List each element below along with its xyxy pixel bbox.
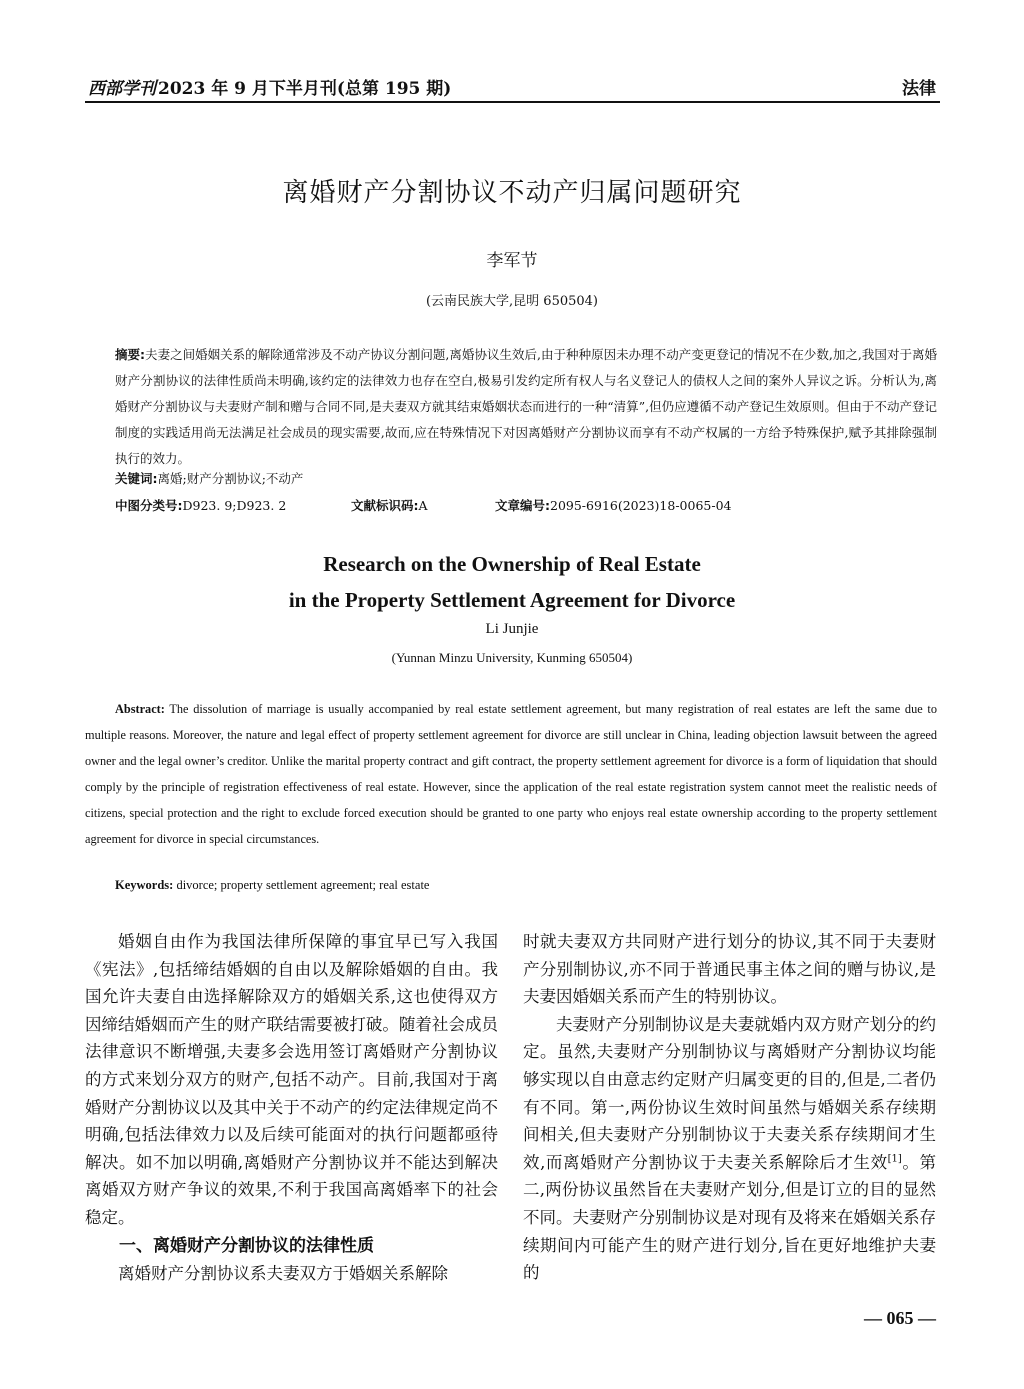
- body-paragraph: [523, 1011, 936, 1287]
- doc-code-label: 文献标识码:: [351, 498, 419, 513]
- journal-name: 西部学刊: [88, 79, 156, 99]
- page-number: — 065 —: [864, 1308, 936, 1328]
- abstract-cn-label: 摘要:: [115, 347, 146, 362]
- body-column-left: [85, 928, 498, 1287]
- citation-ref: [1]: [887, 1153, 902, 1165]
- abstract-en: [85, 696, 937, 852]
- affiliation-en: (Yunnan Minzu University, Kunming 650504): [391, 650, 633, 665]
- body-paragraph: 时就夫妻双方共同财产进行划分的协议,其不同于夫妻财产分别制协议,亦不同于普通民事主体之间的赠与协议,是夫妻因婚姻关系而产生的特别协议。: [523, 932, 936, 1007]
- body-paragraph: 离婚财产分割协议系夫妻双方于婚姻关系解除: [118, 1263, 448, 1283]
- author-en: Li Junjie: [485, 621, 539, 637]
- body-text: 夫妻财产分别制协议是夫妻就婚内双方财产划分的约定。虽然,夫妻财产分别制协议与离婚财产分割协议均能够实现以自由意志约定财产归属变更的目的,但是,二者仍有不同。第一,两份协议生效时间虽然与婚姻关系存续期间相关,但夫妻财产分别制协议于夫妻关系存续期间才生效,而离婚财产分割协议于夫妻关系解除后才生效: [523, 1014, 936, 1172]
- article-no-label: 文章编号:: [495, 498, 550, 513]
- abstract-en-label: Abstract:: [115, 702, 165, 716]
- body-column-right: [523, 928, 936, 1287]
- article-title-cn: 离婚财产分割协议不动产归属问题研究: [282, 178, 742, 208]
- body-paragraph: 婚姻自由作为我国法律所保障的事宜早已写入我国《宪法》,包括缔结婚姻的自由以及解除婚姻的自由。我国允许夫妻自由选择解除双方的婚姻关系,这也使得双方因缔结婚姻而产生的财产联结需要被打破。随着社会成员法律意识不断增强,夫妻多会选用签订离婚财产分割协议的方式来划分双方的财产,包括不动产。目前,我国对于离婚财产分割协议以及其中关于不动产的约定法律规定尚不明确,包括法律效力以及后续可能面对的执行问题都亟待解决。如不加以明确,离婚财产分割协议并不能达到解决离婚双方财产争议的效果,不利于我国高离婚率下的社会稳定。: [85, 932, 498, 1227]
- abstract-cn: [115, 342, 937, 472]
- section-heading: 一、离婚财产分割协议的法律性质: [119, 1235, 374, 1256]
- title-en-line1: Research on the Ownership of Real Estate: [323, 552, 701, 576]
- abstract-cn-text: 夫妻之间婚姻关系的解除通常涉及不动产协议分割问题,离婚协议生效后,由于种种原因未办理不动产变更登记的情况不在少数,加之,我国对于离婚财产分割协议的法律性质尚未明确,该约定的法律效力也存在空白,极易引发约定所有权人与名义登记人的债权人之间的案外人异议之诉。分析认为,离婚财产分割协议与夫妻财产制和赠与合同不同,是夫妻双方就其结束婚姻状态而进行的一种“清算”,但仍应遵循不动产登记生效原则。但由于不动产登记制度的实践适用尚无法满足社会成员的现实需要,故而,应在特殊情况下对因离婚财产分割协议而享有不动产权属的一方给予特殊保护,赋予其排除强制执行的效力。: [115, 347, 937, 466]
- author-cn: 李军节: [486, 251, 538, 271]
- doc-code-value: A: [418, 498, 428, 513]
- body-text: 。第二,两份协议虽然旨在夫妻财产划分,但是订立的目的显然不同。夫妻财产分别制协议是对现有及将来在婚姻关系存续期间内可能产生的财产进行划分,旨在更好地维护夫妻的: [523, 1152, 937, 1283]
- classification-line: [115, 496, 935, 514]
- keywords-cn-label: 关键词:: [115, 471, 158, 486]
- keywords-cn: [115, 469, 303, 487]
- header-rule: [85, 101, 940, 103]
- keywords-en-label: Keywords:: [115, 878, 174, 892]
- article-title-en: [0, 546, 1024, 618]
- abstract-en-text: The dissolution of marriage is usually accompanied by real estate settlement agreement, but many registration of real estates are left the same due to multiple reasons. Moreover, the nature and legal effect of property settlement agreement for divorce are still unclear in China, leading objection lawsuit between the agreed owner and the legal owner’s creditor. Unlike the marital property contract and gift contract, the property settlement agreement for divorce is a form of liquidation that should comply by the principle of registration effectiveness of real estate. However, since the application of the real estate registration system cannot meet the realistic needs of citizens, special protection and the right to exclude forced execution should be granted to one party who enjoys real estate ownership according to the property settlement agreement for divorce in special circumstances.: [85, 702, 937, 846]
- affiliation-cn: (云南民族大学,昆明 650504): [425, 294, 599, 309]
- running-header-left: [88, 74, 451, 99]
- keywords-en-text: divorce; property settlement agreement; real estate: [176, 878, 430, 892]
- issue-info: 2023 年 9 月下半月刊(总第 195 期): [158, 79, 452, 99]
- clc-label: 中图分类号:: [115, 498, 183, 513]
- title-en-line2: in the Property Settlement Agreement for Divorce: [288, 588, 736, 612]
- clc-value: D923. 9;D923. 2: [182, 498, 287, 513]
- keywords-cn-text: 离婚;财产分割协议;不动产: [157, 471, 304, 486]
- section-label: 法律: [902, 79, 936, 99]
- article-no-value: 2095-6916(2023)18-0065-04: [550, 498, 732, 513]
- keywords-en: [115, 878, 429, 893]
